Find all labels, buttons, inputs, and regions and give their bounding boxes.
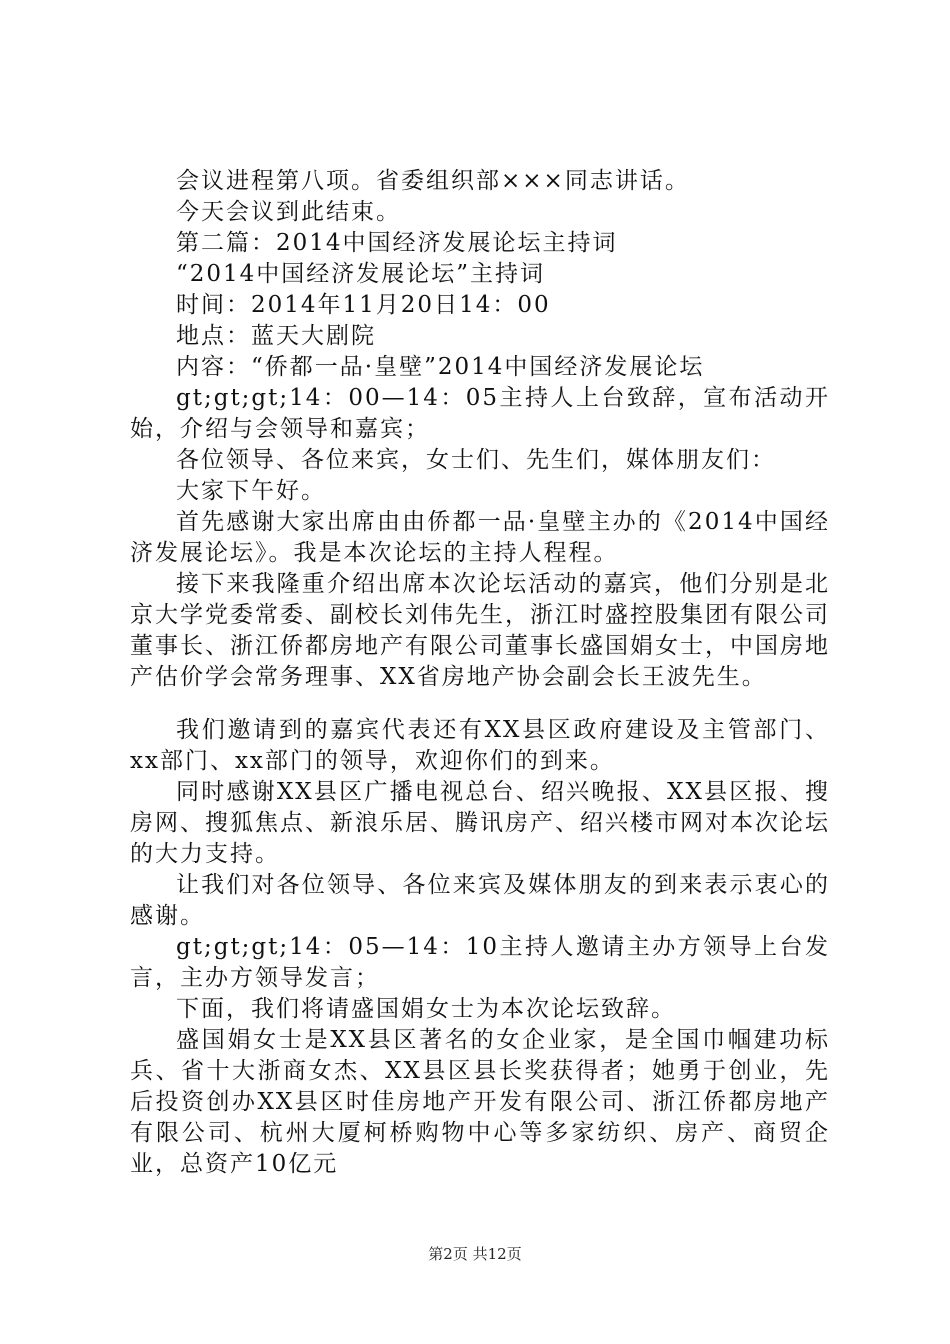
paragraph: 地点：蓝天大剧院 [176, 323, 376, 349]
paragraph: 首先感谢大家出席由由侨都一品·皇壁主办的《2014中国经济发展论坛》。我是本次论坛的主持人程程。 [130, 509, 830, 566]
page-footer: 第2页 共12页 [428, 1245, 522, 1263]
paragraph: 我们邀请到的嘉宾代表还有XX县区政府建设及主管部门、xx部门、xx部门的领导，欢迎你们的到来。 [130, 717, 830, 774]
paragraph: 今天会议到此结束。 [176, 199, 401, 225]
paragraph: gt;gt;gt;14：00—14：05主持人上台致辞，宣布活动开始，介绍与会领导和嘉宾； [130, 385, 830, 442]
paragraph: 时间：2014年11月20日14：00 [176, 292, 551, 318]
paragraph: 各位领导、各位来宾，女士们、先生们，媒体朋友们： [176, 447, 776, 473]
paragraph: 接下来我隆重介绍出席本次论坛活动的嘉宾，他们分别是北京大学党委常委、副校长刘伟先生，浙江时盛控股集团有限公司董事长、浙江侨都房地产有限公司董事长盛国娟女士，中国房地产估价学会常务理事、XX省房地产协会副会长王波先生。 [130, 571, 830, 690]
paragraph: 第二篇：2014中国经济发展论坛主持词 [176, 230, 618, 256]
paragraph: 内容：“侨都一品·皇壁”2014中国经济发展论坛 [176, 354, 705, 380]
paragraph: 大家下午好。 [176, 478, 326, 504]
paragraph: 会议进程第八项。省委组织部×××同志讲话。 [176, 168, 690, 194]
paragraph: “2014中国经济发展论坛”主持词 [176, 261, 546, 287]
paragraph: 盛国娟女士是XX县区著名的女企业家，是全国巾帼建功标兵、省十大浙商女杰、XX县区县长奖获得者；她勇于创业，先后投资创办XX县区时佳房地产开发有限公司、浙江侨都房地产有限公司、杭州大厦柯桥购物中心等多家纺织、房产、商贸企业，总资产10亿元 [130, 1027, 830, 1177]
document-body [130, 166, 830, 1180]
paragraph: 下面，我们将请盛国娟女士为本次论坛致辞。 [176, 996, 676, 1022]
paragraph: 让我们对各位领导、各位来宾及媒体朋友的到来表示衷心的感谢。 [130, 872, 830, 929]
paragraph: gt;gt;gt;14：05—14：10主持人邀请主办方领导上台发言，主办方领导发言； [130, 934, 830, 991]
paragraph: 同时感谢XX县区广播电视总台、绍兴晚报、XX县区报、搜房网、搜狐焦点、新浪乐居、腾讯房产、绍兴楼市网对本次论坛的大力支持。 [130, 779, 830, 867]
